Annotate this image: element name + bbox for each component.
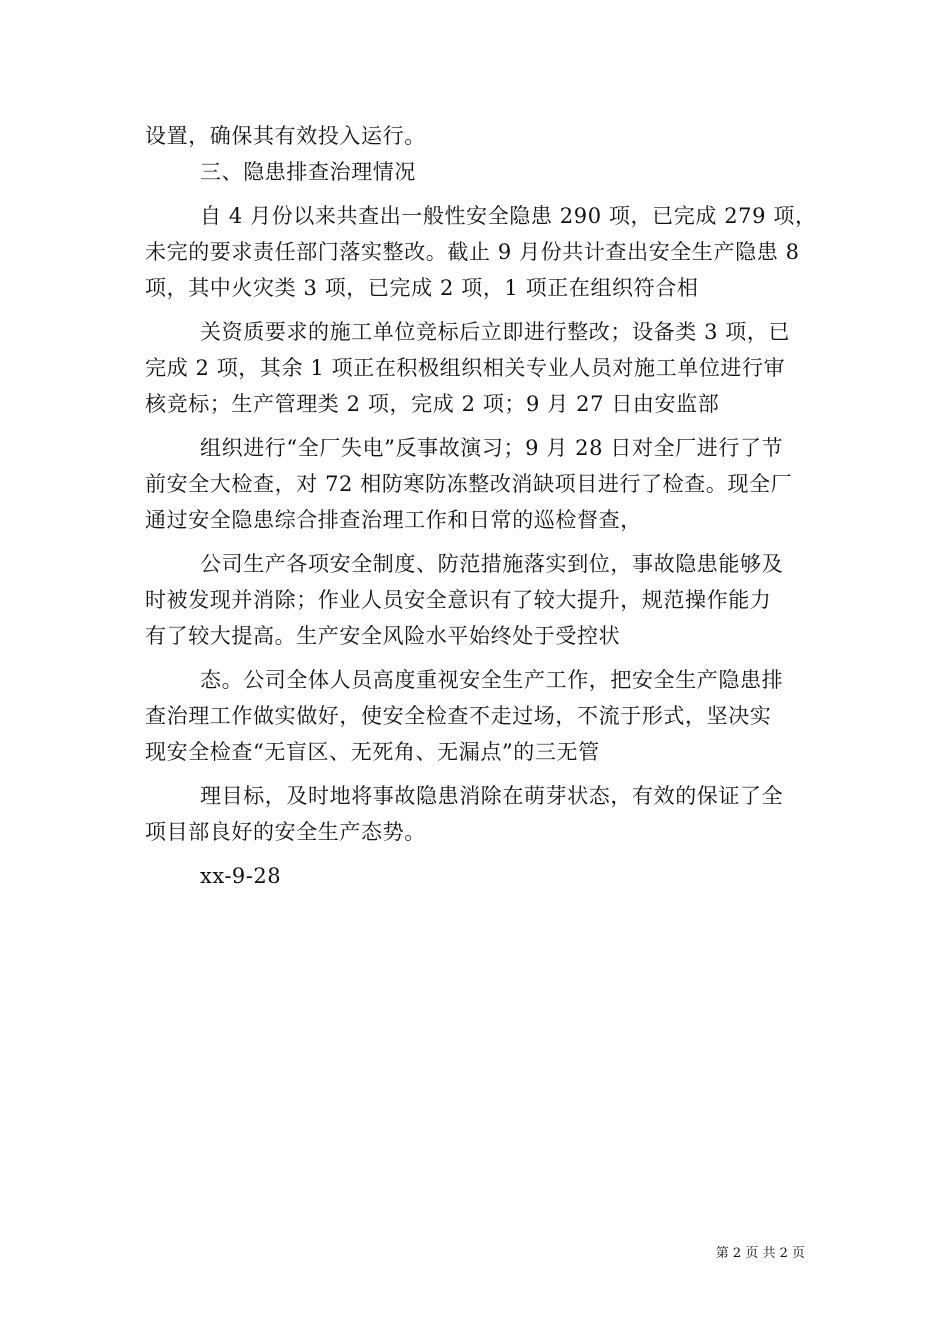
text-line-8: 核竞标；生产管理类 2 项，完成 2 项；9 月 27 日由安监部 <box>145 392 720 416</box>
text-line-5: 项，其中火灾类 3 项，已完成 2 项，1 项正在组织符合相 <box>145 276 699 300</box>
text-line-11: 通过安全隐患综合排查治理工作和日常的巡检督查， <box>145 508 642 532</box>
text-line-15: 态。公司全体人员高度重视安全生产工作，把安全生产隐患排 <box>200 668 784 692</box>
section-heading: 三、隐患排查治理情况 <box>200 160 416 184</box>
text-line-4: 未完的要求责任部门落实整改。截止 9 月份共计查出安全生产隐患 8 <box>145 240 800 264</box>
text-line-7: 完成 2 项，其余 1 项正在积极组织相关专业人员对施工单位进行审 <box>145 356 786 380</box>
text-line-3: 自 4 月份以来共查出一般性安全隐患 290 项，已完成 279 项， <box>200 204 817 228</box>
page-number-footer: 第 2 页 共 2 页 <box>715 1246 805 1261</box>
text-line-17: 现安全检查“无盲区、无死角、无漏点”的三无管 <box>145 740 600 764</box>
text-line-6: 关资质要求的施工单位竞标后立即进行整改；设备类 3 项，已 <box>200 320 791 344</box>
text-line-14: 有了较大提高。生产安全风险水平始终处于受控状 <box>145 624 621 648</box>
text-line-16: 查治理工作做实做好，使安全检查不走过场，不流于形式，坚决实 <box>145 704 772 728</box>
text-line-1: 设置，确保其有效投入运行。 <box>145 124 426 148</box>
text-line-19: 项目部良好的安全生产态势。 <box>145 820 426 844</box>
document-date: xx-9-28 <box>200 864 282 888</box>
document-body <box>145 118 815 894</box>
text-line-9: 组织进行“全厂失电”反事故演习；9 月 28 日对全厂进行了节 <box>200 436 784 460</box>
text-line-12: 公司生产各项安全制度、防范措施落实到位，事故隐患能够及 <box>200 552 784 576</box>
text-line-18: 理目标，及时地将事故隐患消除在萌芽状态，有效的保证了全 <box>200 784 784 808</box>
text-line-10: 前安全大检查，对 72 相防寒防冻整改消缺项目进行了检查。现全厂 <box>145 472 793 496</box>
text-line-13: 时被发现并消除；作业人员安全意识有了较大提升，规范操作能力 <box>145 588 772 612</box>
